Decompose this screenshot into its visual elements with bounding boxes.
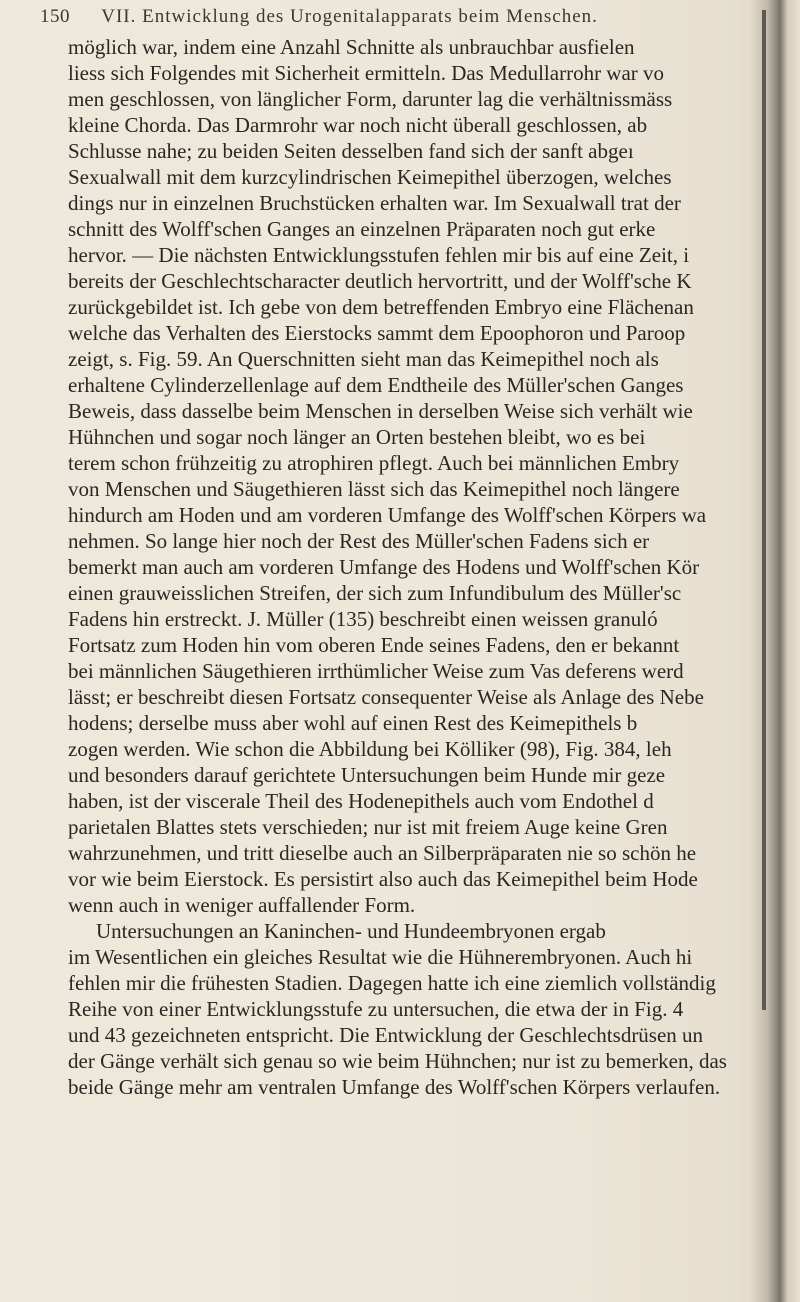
text-line: schnitt des Wolff'schen Ganges an einzelnen Präparaten noch gut erke [68,217,656,241]
text-line: terem schon frühzeitig zu atrophiren pflegt. Auch bei männlichen Embry [68,451,680,475]
text-line: liess sich Folgendes mit Sicherheit ermitteln. Das Medullarrohr war vo [68,61,665,85]
page-number: 150 [40,6,70,27]
page-header [40,6,740,32]
text-line: haben, ist der viscerale Theil des Hodenepithels auch vom Endothel d [68,789,654,813]
text-line: Fadens hin erstreckt. J. Müller (135) beschreibt einen weissen granuló [68,607,658,631]
text-line: Untersuchungen an Kaninchen- und Hundeembryonen ergab [96,919,606,943]
text-line: hindurch am Hoden und am vorderen Umfange des Wolff'schen Körpers wa [68,503,707,527]
text-line: hodens; derselbe muss aber wohl auf einen Rest des Keimepithels b [68,711,638,735]
text-line: wenn auch in weniger auffallender Form. [68,893,416,917]
text-line: men geschlossen, von länglicher Form, darunter lag die verhältnissmäss [68,87,673,111]
text-line: Beweis, dass dasselbe beim Menschen in derselben Weise sich verhält wie [68,399,693,423]
text-line: dings nur in einzelnen Bruchstücken erhalten war. Im Sexualwall trat der [68,191,681,215]
text-line: Sexualwall mit dem kurzcylindrischen Keimepithel überzogen, welches [68,165,672,189]
text-line: zurückgebildet ist. Ich gebe von dem betreffenden Embryo eine Flächenan [68,295,694,319]
text-line: wahrzunehmen, und tritt dieselbe auch an Silberpräparaten nie so schön he [68,841,697,865]
text-line: beide Gänge mehr am ventralen Umfange des Wolff'schen Körpers verlaufen. [68,1075,721,1099]
text-line: Schlusse nahe; zu beiden Seiten desselben fand sich der sanft abgeı [68,139,634,163]
text-line: parietalen Blattes stets verschieden; nur ist mit freiem Auge keine Gren [68,815,668,839]
text-line: welche das Verhalten des Eierstocks sammt dem Epoophoron und Paroop [68,321,686,345]
book-gutter-line [762,10,766,1010]
text-line: von Menschen und Säugethieren lässt sich das Keimepithel noch längere [68,477,680,501]
text-line: möglich war, indem eine Anzahl Schnitte als unbrauchbar ausfielen [68,35,635,59]
text-line: nehmen. So lange hier noch der Rest des Müller'schen Fadens sich er [68,529,650,553]
text-line: einen grauweisslichen Streifen, der sich zum Infundibulum des Müller'sc [68,581,682,605]
text-line: lässt; er beschreibt diesen Fortsatz consequenter Weise als Anlage des Nebe [68,685,704,709]
text-line: Fortsatz zum Hoden hin vom oberen Ende seines Fadens, den er bekannt [68,633,680,657]
text-line: im Wesentlichen ein gleiches Resultat wie die Hühnerembryonen. Auch hi [68,945,693,969]
text-line: bei männlichen Säugethieren irrthümlicher Weise zum Vas deferens werd [68,659,684,683]
text-line: fehlen mir die frühesten Stadien. Dagegen hatte ich eine ziemlich vollständig [68,971,716,995]
text-line: hervor. — Die nächsten Entwicklungsstufen fehlen mir bis auf eine Zeit, i [68,243,690,267]
text-line: zogen werden. Wie schon die Abbildung bei Kölliker (98), Fig. 384, leh [68,737,672,761]
text-line: bemerkt man auch am vorderen Umfange des Hodens und Wolff'schen Kör [68,555,700,579]
text-line: und besonders darauf gerichtete Untersuchungen beim Hunde mir geze [68,763,666,787]
text-line: Hühnchen und sogar noch länger an Orten bestehen bleibt, wo es bei [68,425,646,449]
text-line: bereits der Geschlechtscharacter deutlich hervortritt, und der Wolff'sche K [68,269,692,293]
text-line: vor wie beim Eierstock. Es persistirt also auch das Keimepithel beim Hode [68,867,698,891]
text-line: der Gänge verhält sich genau so wie beim Hühnchen; nur ist zu bemerken, das [68,1049,727,1073]
text-line: und 43 gezeichneten entspricht. Die Entwicklung der Geschlechtsdrüsen un [68,1023,704,1047]
text-line: Reihe von einer Entwicklungsstufe zu untersuchen, die etwa der in Fig. 4 [68,997,684,1021]
book-gutter-shadow [750,0,800,1302]
text-line: kleine Chorda. Das Darmrohr war noch nicht überall geschlossen, ab [68,113,648,137]
text-line: erhaltene Cylinderzellenlage auf dem Endtheile des Müller'schen Ganges [68,373,684,397]
body-text [68,34,768,1100]
running-title: VII. Entwicklung des Urogenitalapparats beim Menschen. [101,6,598,27]
text-line: zeigt, s. Fig. 59. An Querschnitten sieht man das Keimepithel noch als [68,347,659,371]
